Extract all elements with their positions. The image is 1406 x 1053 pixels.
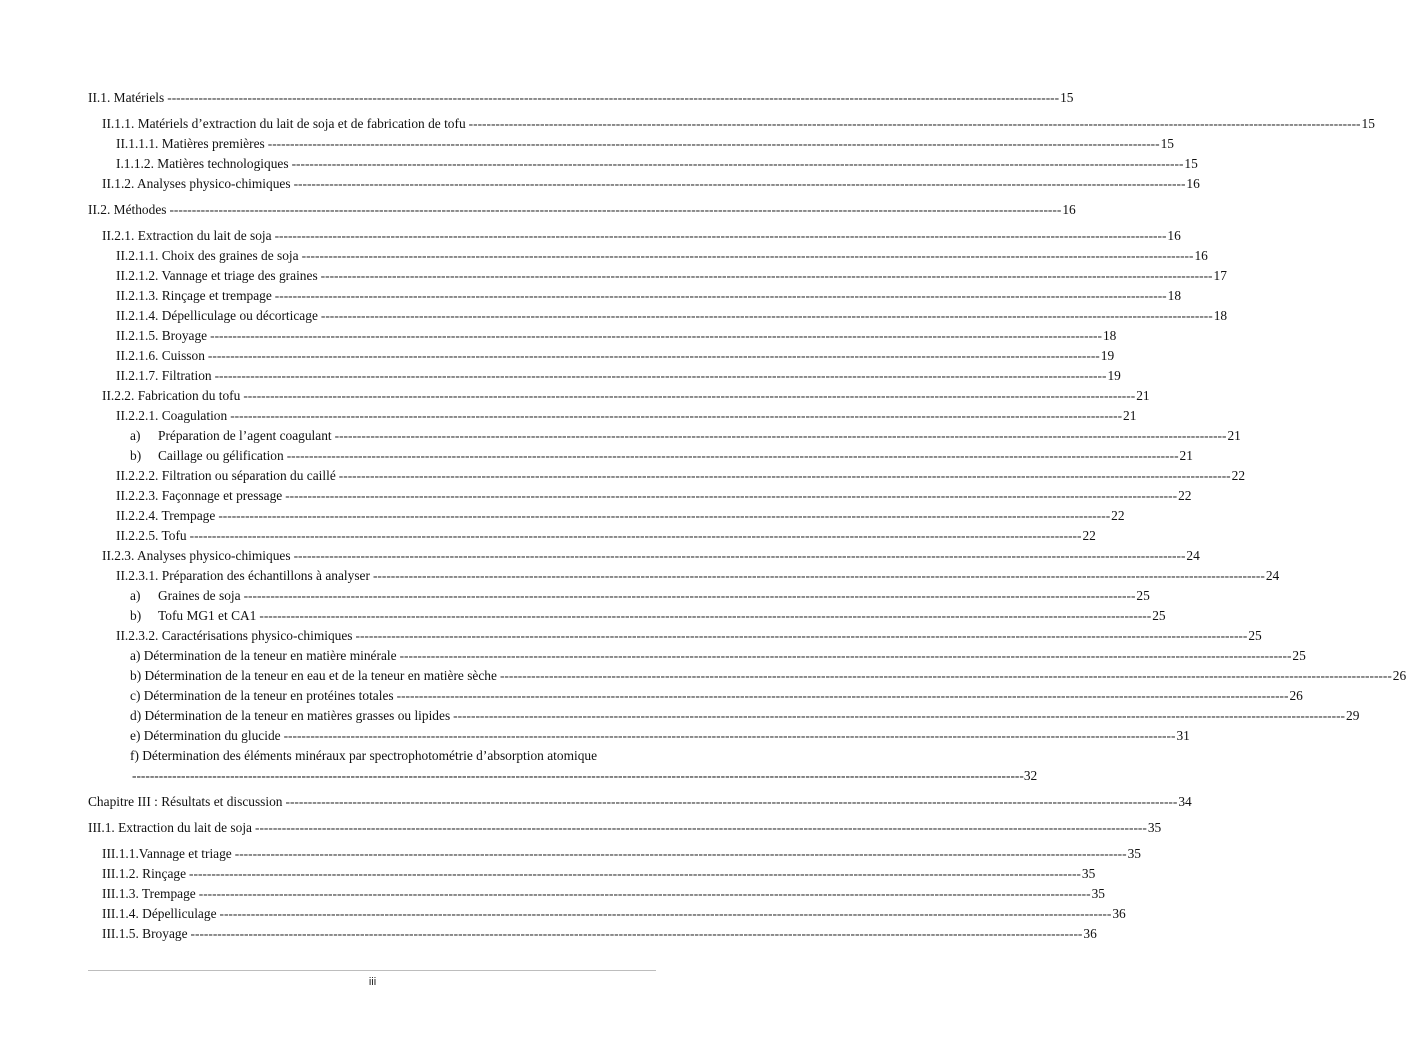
toc-entry-title: I.1.1.2. Matières technologiques (116, 156, 289, 171)
dot-leader: -------------------------------------------------------------------------------------------------------------------------------------------------------------------------------------------------------- (293, 548, 1186, 563)
toc-entry-page: 32 (1023, 768, 1038, 783)
toc-entry-title: c) Détermination de la teneur en protéines totales (130, 688, 394, 703)
toc-entry-page: 21 (1136, 388, 1150, 403)
table-of-contents (88, 88, 1406, 944)
toc-entry[interactable] (88, 88, 1074, 108)
toc-entry-title (130, 606, 256, 626)
toc-entry[interactable] (88, 114, 1375, 134)
dot-leader: -------------------------------------------------------------------------------------------------------------------------------------------------------------------------------------------------------- (198, 886, 1091, 901)
toc-entry[interactable] (88, 286, 1182, 306)
toc-entry-page: 16 (1186, 176, 1200, 191)
dot-leader: -------------------------------------------------------------------------------------------------------------------------------------------------------------------------------------------------------- (267, 136, 1160, 151)
toc-entry-page: 22 (1178, 488, 1192, 503)
dot-leader: -------------------------------------------------------------------------------------------------------------------------------------------------------------------------------------------------------- (355, 628, 1248, 643)
toc-entry-title: II.2.1.7. Filtration (116, 368, 212, 383)
toc-entry-title: III.1.4. Dépelliculage (102, 906, 217, 921)
toc-entry-title: e) Détermination du glucide (130, 728, 281, 743)
toc-entry-page: 22 (1231, 468, 1246, 483)
toc-entry[interactable] (88, 346, 1115, 366)
toc-entry-page: 21 (1227, 428, 1241, 443)
toc-entry-title: III.1.2. Rinçage (102, 866, 187, 881)
toc-entry[interactable] (88, 506, 1125, 526)
dot-leader: -------------------------------------------------------------------------------------------------------------------------------------------------------------------------------------------------------- (468, 116, 1361, 131)
dot-leader: -------------------------------------------------------------------------------------------------------------------------------------------------------------------------------------------------------- (254, 820, 1147, 835)
dot-leader: -------------------------------------------------------------------------------------------------------------------------------------------------------------------------------------------------------- (301, 248, 1194, 263)
toc-entry-page: 25 (1136, 588, 1150, 603)
list-marker: a) (130, 428, 141, 443)
toc-entry-title: d) Détermination de la teneur en matières grasses ou lipides (130, 708, 451, 723)
dot-leader: -------------------------------------------------------------------------------------------------------------------------------------------------------------------------------------------------------- (234, 846, 1127, 861)
toc-entry[interactable] (88, 154, 1198, 174)
toc-entry[interactable] (88, 326, 1117, 346)
dot-leader: -------------------------------------------------------------------------------------------------------------------------------------------------------------------------------------------------------- (499, 668, 1392, 683)
toc-entry[interactable] (88, 406, 1137, 426)
toc-entry[interactable] (88, 646, 1306, 666)
toc-entry-title: II.2. Méthodes (88, 202, 167, 217)
footer-divider (88, 970, 656, 971)
toc-entry-label: Caillage ou gélification (158, 448, 284, 463)
toc-entry-page: 18 (1102, 328, 1117, 343)
toc-entry-title: II.2.1. Extraction du lait de soja (102, 228, 272, 243)
toc-entry-page: 35 (1091, 886, 1105, 901)
toc-entry-page: 16 (1194, 248, 1208, 263)
toc-entry-label: Graines de soja (158, 588, 241, 603)
toc-entry-page: 15 (1361, 116, 1375, 131)
toc-entry-title: a) Détermination de la teneur en matière minérale (130, 648, 397, 663)
toc-entry[interactable] (88, 174, 1200, 194)
toc-entry-page: 35 (1081, 866, 1096, 881)
toc-entry-title: II.2.2.5. Tofu (116, 528, 187, 543)
toc-entry-title: f) Détermination des éléments minéraux par spectrophotométrie d’absorption atomique (130, 748, 598, 763)
toc-entry[interactable] (88, 844, 1141, 864)
toc-entry[interactable] (88, 546, 1200, 566)
toc-entry-title (130, 586, 241, 606)
toc-entry[interactable] (88, 904, 1126, 924)
toc-entry-page: 25 (1292, 648, 1306, 663)
toc-entry-page: 24 (1186, 548, 1200, 563)
toc-entry-page: 15 (1184, 156, 1198, 171)
dot-leader: -------------------------------------------------------------------------------------------------------------------------------------------------------------------------------------------------------- (396, 688, 1289, 703)
toc-entry-title: II.1.1. Matériels d’extraction du lait de soja et de fabrication de tofu (102, 116, 466, 131)
toc-entry-title (130, 426, 332, 446)
toc-entry-title: II.2.2.3. Façonnage et pressage (116, 488, 283, 503)
dot-leader: -------------------------------------------------------------------------------------------------------------------------------------------------------------------------------------------------------- (372, 568, 1265, 583)
toc-entry-page: 25 (1152, 608, 1166, 623)
dot-leader: -------------------------------------------------------------------------------------------------------------------------------------------------------------------------------------------------------- (210, 328, 1102, 343)
toc-entry-label: Préparation de l’agent coagulant (158, 428, 332, 443)
dot-leader: -------------------------------------------------------------------------------------------------------------------------------------------------------------------------------------------------------- (190, 926, 1083, 941)
toc-entry-title: III.1. Extraction du lait de soja (88, 820, 252, 835)
toc-entry-wrapped[interactable] (88, 746, 656, 766)
toc-entry[interactable] (88, 306, 1228, 326)
toc-entry[interactable] (88, 792, 1192, 812)
list-marker: a) (130, 588, 141, 603)
toc-entry-page: 26 (1392, 668, 1406, 683)
dot-leader: -------------------------------------------------------------------------------------------------------------------------------------------------------------------------------------------------------- (214, 368, 1107, 383)
toc-entry[interactable] (88, 606, 1166, 626)
toc-entry-title: II.1. Matériels (88, 90, 165, 105)
toc-entry-title: II.2.3.2. Caractérisations physico-chimiques (116, 628, 353, 643)
dot-leader: -------------------------------------------------------------------------------------------------------------------------------------------------------------------------------------------------------- (320, 308, 1213, 323)
toc-entry[interactable] (88, 366, 1121, 386)
dot-leader: -------------------------------------------------------------------------------------------------------------------------------------------------------------------------------------------------------- (274, 228, 1167, 243)
toc-entry[interactable] (88, 134, 1174, 154)
dot-leader: -------------------------------------------------------------------------------------------------------------------------------------------------------------------------------------------------------- (243, 588, 1136, 603)
toc-entry[interactable] (88, 486, 1192, 506)
toc-entry-page: 29 (1346, 708, 1360, 723)
dot-leader: -------------------------------------------------------------------------------------------------------------------------------------------------------------------------------------------------------- (286, 448, 1179, 463)
dot-leader: -------------------------------------------------------------------------------------------------------------------------------------------------------------------------------------------------------- (338, 468, 1231, 483)
dot-leader: -------------------------------------------------------------------------------------------------------------------------------------------------------------------------------------------------------- (219, 906, 1112, 921)
dot-leader: -------------------------------------------------------------------------------------------------------------------------------------------------------------------------------------------------------- (399, 648, 1292, 663)
toc-entry-title: II.2.2.2. Filtration ou séparation du caillé (116, 468, 336, 483)
dot-leader: -------------------------------------------------------------------------------------------------------------------------------------------------------------------------------------------------------- (285, 794, 1178, 809)
toc-entry[interactable] (88, 586, 1150, 606)
toc-entry-title: II.2.1.4. Dépelliculage ou décorticage (116, 308, 318, 323)
toc-entry-page: 24 (1265, 568, 1280, 583)
dot-leader: -------------------------------------------------------------------------------------------------------------------------------------------------------------------------------------------------------- (132, 768, 1024, 783)
toc-entry-title: II.1.1.1. Matières premières (116, 136, 265, 151)
toc-entry[interactable] (88, 566, 1280, 586)
dot-leader: -------------------------------------------------------------------------------------------------------------------------------------------------------------------------------------------------------- (285, 488, 1178, 503)
toc-entry-page: 19 (1107, 368, 1121, 383)
toc-entry-title: II.2.2. Fabrication du tofu (102, 388, 241, 403)
dot-leader: -------------------------------------------------------------------------------------------------------------------------------------------------------------------------------------------------------- (189, 528, 1082, 543)
toc-entry-title: III.1.5. Broyage (102, 926, 188, 941)
toc-entry-title: Chapitre III : Résultats et discussion (88, 794, 283, 809)
dot-leader: -------------------------------------------------------------------------------------------------------------------------------------------------------------------------------------------------------- (259, 608, 1152, 623)
toc-entry-page: 16 (1062, 202, 1076, 217)
dot-leader: -------------------------------------------------------------------------------------------------------------------------------------------------------------------------------------------------------- (274, 288, 1167, 303)
toc-entry-page: 21 (1123, 408, 1137, 423)
toc-entry[interactable] (88, 466, 1246, 486)
dot-leader: -------------------------------------------------------------------------------------------------------------------------------------------------------------------------------------------------------- (293, 176, 1186, 191)
toc-entry[interactable] (88, 426, 1241, 446)
list-marker: b) (130, 608, 142, 623)
dot-leader: -------------------------------------------------------------------------------------------------------------------------------------------------------------------------------------------------------- (218, 508, 1111, 523)
toc-entry-page: 16 (1167, 228, 1181, 243)
toc-entry-page: 19 (1100, 348, 1115, 363)
dot-leader: -------------------------------------------------------------------------------------------------------------------------------------------------------------------------------------------------------- (167, 90, 1060, 105)
toc-entry-title: II.2.1.5. Broyage (116, 328, 208, 343)
toc-entry-page: 18 (1213, 308, 1228, 323)
dot-leader: -------------------------------------------------------------------------------------------------------------------------------------------------------------------------------------------------------- (283, 728, 1176, 743)
toc-entry-title: II.1.2. Analyses physico-chimiques (102, 176, 291, 191)
toc-entry-page: 22 (1082, 528, 1096, 543)
toc-entry-page: 35 (1127, 846, 1141, 861)
toc-entry-page: 22 (1111, 508, 1125, 523)
toc-entry-title: II.2.3. Analyses physico-chimiques (102, 548, 291, 563)
toc-entry[interactable] (88, 526, 1096, 546)
toc-entry-title (130, 446, 284, 466)
toc-entry-title: b) Détermination de la teneur en eau et de la teneur en matière sèche (130, 668, 497, 683)
dot-leader: -------------------------------------------------------------------------------------------------------------------------------------------------------------------------------------------------------- (207, 348, 1100, 363)
toc-entry-page: 25 (1248, 628, 1262, 643)
list-marker: b) (130, 448, 142, 463)
toc-entry[interactable] (88, 446, 1193, 466)
dot-leader: -------------------------------------------------------------------------------------------------------------------------------------------------------------------------------------------------------- (334, 428, 1227, 443)
toc-entry[interactable] (88, 246, 1208, 266)
toc-entry-page: 15 (1060, 90, 1074, 105)
toc-entry-page: 15 (1160, 136, 1174, 151)
toc-entry-page: 34 (1178, 794, 1192, 809)
toc-entry[interactable] (88, 266, 1227, 286)
toc-entry-title: II.2.1.6. Cuisson (116, 348, 205, 363)
dot-leader: -------------------------------------------------------------------------------------------------------------------------------------------------------------------------------------------------------- (243, 388, 1136, 403)
toc-entry[interactable] (88, 924, 1097, 944)
toc-entry-page: 31 (1176, 728, 1190, 743)
toc-entry-page: 26 (1289, 688, 1303, 703)
toc-entry-continuation[interactable] (88, 766, 1038, 786)
toc-entry[interactable] (88, 226, 1181, 246)
toc-entry-label: Tofu MG1 et CA1 (158, 608, 257, 623)
toc-entry-page: 18 (1167, 288, 1182, 303)
toc-entry-title: II.2.1.1. Choix des graines de soja (116, 248, 299, 263)
page-number: iii (368, 976, 377, 988)
toc-entry[interactable] (88, 864, 1096, 884)
toc-entry-page: 36 (1083, 926, 1097, 941)
dot-leader: -------------------------------------------------------------------------------------------------------------------------------------------------------------------------------------------------------- (291, 156, 1184, 171)
toc-entry[interactable] (88, 726, 1190, 746)
toc-entry-title: II.2.2.4. Trempage (116, 508, 216, 523)
toc-entry-page: 35 (1147, 820, 1162, 835)
toc-entry[interactable] (88, 706, 1360, 726)
dot-leader: -------------------------------------------------------------------------------------------------------------------------------------------------------------------------------------------------------- (453, 708, 1345, 723)
dot-leader: -------------------------------------------------------------------------------------------------------------------------------------------------------------------------------------------------------- (189, 866, 1081, 881)
toc-entry[interactable] (88, 200, 1076, 220)
toc-entry[interactable] (88, 386, 1150, 406)
toc-entry[interactable] (88, 666, 1406, 686)
dot-leader: -------------------------------------------------------------------------------------------------------------------------------------------------------------------------------------------------------- (169, 202, 1062, 217)
toc-entry-title: II.2.2.1. Coagulation (116, 408, 228, 423)
dot-leader: -------------------------------------------------------------------------------------------------------------------------------------------------------------------------------------------------------- (320, 268, 1213, 283)
dot-leader: -------------------------------------------------------------------------------------------------------------------------------------------------------------------------------------------------------- (230, 408, 1123, 423)
toc-entry-page: 21 (1179, 448, 1193, 463)
toc-entry-page: 36 (1112, 906, 1126, 921)
toc-entry-page: 17 (1213, 268, 1227, 283)
toc-entry[interactable] (88, 818, 1162, 838)
toc-entry-title: III.1.3. Trempage (102, 886, 196, 901)
toc-entry-title: II.2.1.2. Vannage et triage des graines (116, 268, 318, 283)
toc-entry-title: II.2.1.3. Rinçage et trempage (116, 288, 272, 303)
toc-entry-title: III.1.1.Vannage et triage (102, 846, 232, 861)
toc-entry[interactable] (88, 686, 1303, 706)
toc-entry[interactable] (88, 626, 1262, 646)
toc-entry-title: II.2.3.1. Préparation des échantillons à analyser (116, 568, 370, 583)
toc-entry[interactable] (88, 884, 1105, 904)
